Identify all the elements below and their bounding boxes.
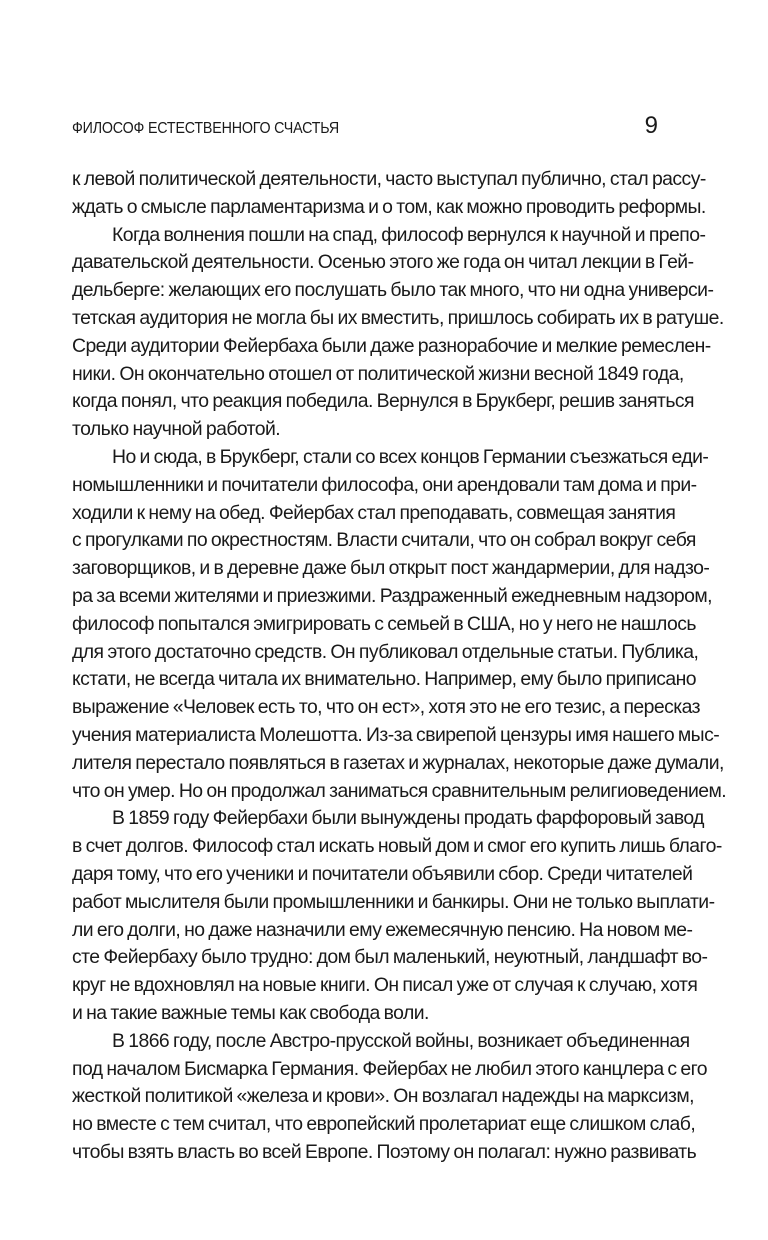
running-title: ФИЛОСОФ ЕСТЕСТВЕННОГО СЧАСТЬЯ	[72, 120, 339, 137]
text-line: лителя перестало появляться в газетах и журналах, некоторые даже думали,	[72, 751, 724, 774]
text-line: ли его долги, но даже назначили ему ежемесячную пенсию. На новом ме-	[72, 918, 693, 941]
text-line: с прогулками по окрестностям. Власти считали, что он собрал вокруг себя	[72, 529, 696, 552]
text-line: под началом Бисмарка Германия. Фейербах не любил этого канцлера с его	[72, 1057, 707, 1080]
page-number: 9	[644, 112, 658, 139]
text-line: дельберге: желающих его послушать было так много, что ни одна универси-	[72, 279, 714, 302]
text-line: жесткой политикой «железа и крови». Он возлагал надежды на марксизм,	[72, 1085, 694, 1108]
text-line: тетская аудитория не могла бы их вместить, пришлось собирать их в ратуше.	[72, 306, 724, 329]
text-line: ходили к нему на обед. Фейербах стал преподавать, совмещая занятия	[72, 501, 676, 524]
text-line: ники. Он окончательно отошел от политической жизни весной 1849 года,	[72, 362, 684, 385]
text-line: Среди аудитории Фейербаха были даже разнорабочие и мелкие ремеслен-	[72, 334, 711, 357]
text-line: сте Фейербаху было трудно: дом был маленький, неуютный, ландшафт во-	[72, 946, 708, 969]
text-line: но вместе с тем считал, что европейский пролетариат еще слишком слаб,	[72, 1113, 696, 1136]
text-line: кстати, не всегда читала их внимательно. Например, ему было приписано	[72, 668, 697, 691]
running-header	[72, 114, 658, 144]
text-line: философ попытался эмигрировать с семьей в США, но у него не нашлось	[72, 612, 696, 635]
paragraph-first-line: В 1859 году Фейербахи были вынуждены продать фарфоровый завод	[112, 807, 704, 830]
text-line: когда понял, что реакция победила. Вернулся в Брукберг, решив заняться	[72, 390, 695, 413]
text-line: для этого достаточно средств. Он публиковал отдельные статьи. Публика,	[72, 640, 699, 663]
text-line: заговорщиков, и в деревне даже был открыт пост жандармерии, для надзо-	[72, 557, 710, 580]
text-line: выражение «Человек есть то, что он ест», хотя это не его тезис, а пересказ	[72, 696, 700, 719]
paragraph-first-line: Когда волнения пошли на спад, философ вернулся к научной и препо-	[112, 223, 706, 246]
text-line: круг не вдохновлял на новые книги. Он писал уже от случая к случаю, хотя	[72, 974, 698, 997]
text-line: и на такие важные темы как свобода воли.	[72, 1001, 429, 1024]
text-line: давательской деятельности. Осенью этого же года он читал лекции в Гей-	[72, 251, 694, 274]
text-line: работ мыслителя были промышленники и банкиры. Они не только выплати-	[72, 890, 715, 913]
text-line: ра за всеми жителями и приезжими. Раздраженный ежедневным надзором,	[72, 584, 713, 607]
text-body	[72, 166, 727, 1167]
text-line: в счет долгов. Философ стал искать новый дом и смог его купить лишь благо-	[72, 835, 722, 858]
text-line: ждать о смысле парламентаризма и о том, как можно проводить реформы.	[72, 195, 706, 218]
text-line: чтобы взять власть во всей Европе. Поэтому он полагал: нужно развивать	[72, 1140, 697, 1163]
text-line: к левой политической деятельности, часто выступал публично, стал рассу-	[72, 168, 706, 190]
text-line: учения материалиста Молешотта. Из-за свирепой цензуры имя нашего мыс-	[72, 723, 720, 746]
text-line: только научной работой.	[72, 418, 281, 441]
text-line: номышленники и почитатели философа, они арендовали там дома и при-	[72, 473, 697, 496]
text-line: что он умер. Но он продолжал заниматься сравнительным религиоведением.	[72, 779, 727, 802]
text-line: даря тому, что его ученики и почитатели объявили сбор. Среди читателей	[72, 862, 693, 885]
paragraph-first-line: Но и сюда, в Брукберг, стали со всех концов Германии съезжаться еди-	[112, 445, 709, 468]
paragraph-first-line: В 1866 году, после Австро-прусской войны, возникает объединенная	[112, 1029, 690, 1052]
